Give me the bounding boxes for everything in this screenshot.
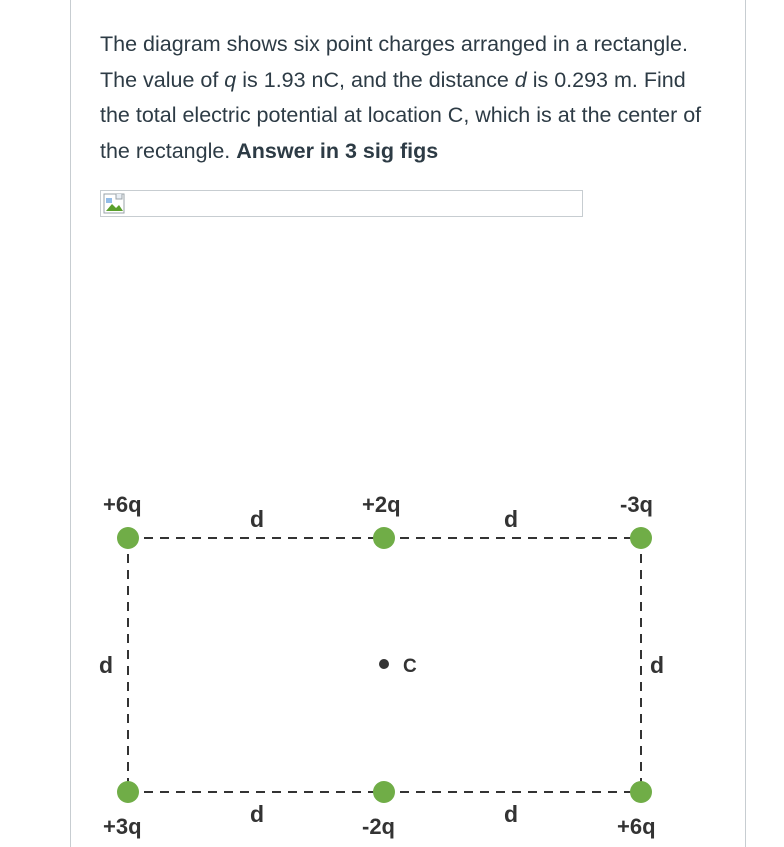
charge-bottom-middle [373, 781, 395, 803]
question-part-3: is 0.293 m. Find the total electric potential at location C, which is at the center of the rectangle. [100, 67, 702, 163]
answer-instruction: Answer in 3 sig figs [236, 138, 439, 163]
distance-label-bottom-left: d [250, 801, 265, 827]
center-point [379, 659, 389, 669]
label-top-middle-charge: +2q [362, 492, 401, 517]
label-top-left-charge: +6q [103, 492, 142, 517]
label-bottom-left-charge: +3q [103, 814, 142, 839]
charge-bottom-left [117, 781, 139, 803]
label-bottom-middle-charge: -2q [362, 814, 395, 839]
distance-label-top-right: d [504, 506, 519, 532]
q-symbol: q [224, 67, 237, 92]
distance-label-top-left: d [250, 506, 265, 532]
charge-top-left [117, 527, 139, 549]
charge-bottom-right [630, 781, 652, 803]
center-label: C [403, 656, 417, 677]
charge-top-middle [373, 527, 395, 549]
distance-label-left: d [99, 652, 114, 678]
distance-label-bottom-right: d [504, 801, 519, 827]
charge-top-right [630, 527, 652, 549]
broken-image-placeholder [100, 190, 583, 217]
question-part-2: is 1.93 nC, and the distance [236, 67, 515, 92]
d-symbol: d [514, 67, 527, 92]
label-top-right-charge: -3q [620, 492, 653, 517]
label-bottom-right-charge: +6q [617, 814, 656, 839]
distance-label-right: d [650, 652, 665, 678]
question-part-1: The diagram shows six point charges arranged in a rectangle. The value of [100, 32, 688, 92]
question-text [100, 27, 720, 169]
charge-diagram [0, 470, 784, 847]
broken-image-icon [103, 193, 127, 215]
